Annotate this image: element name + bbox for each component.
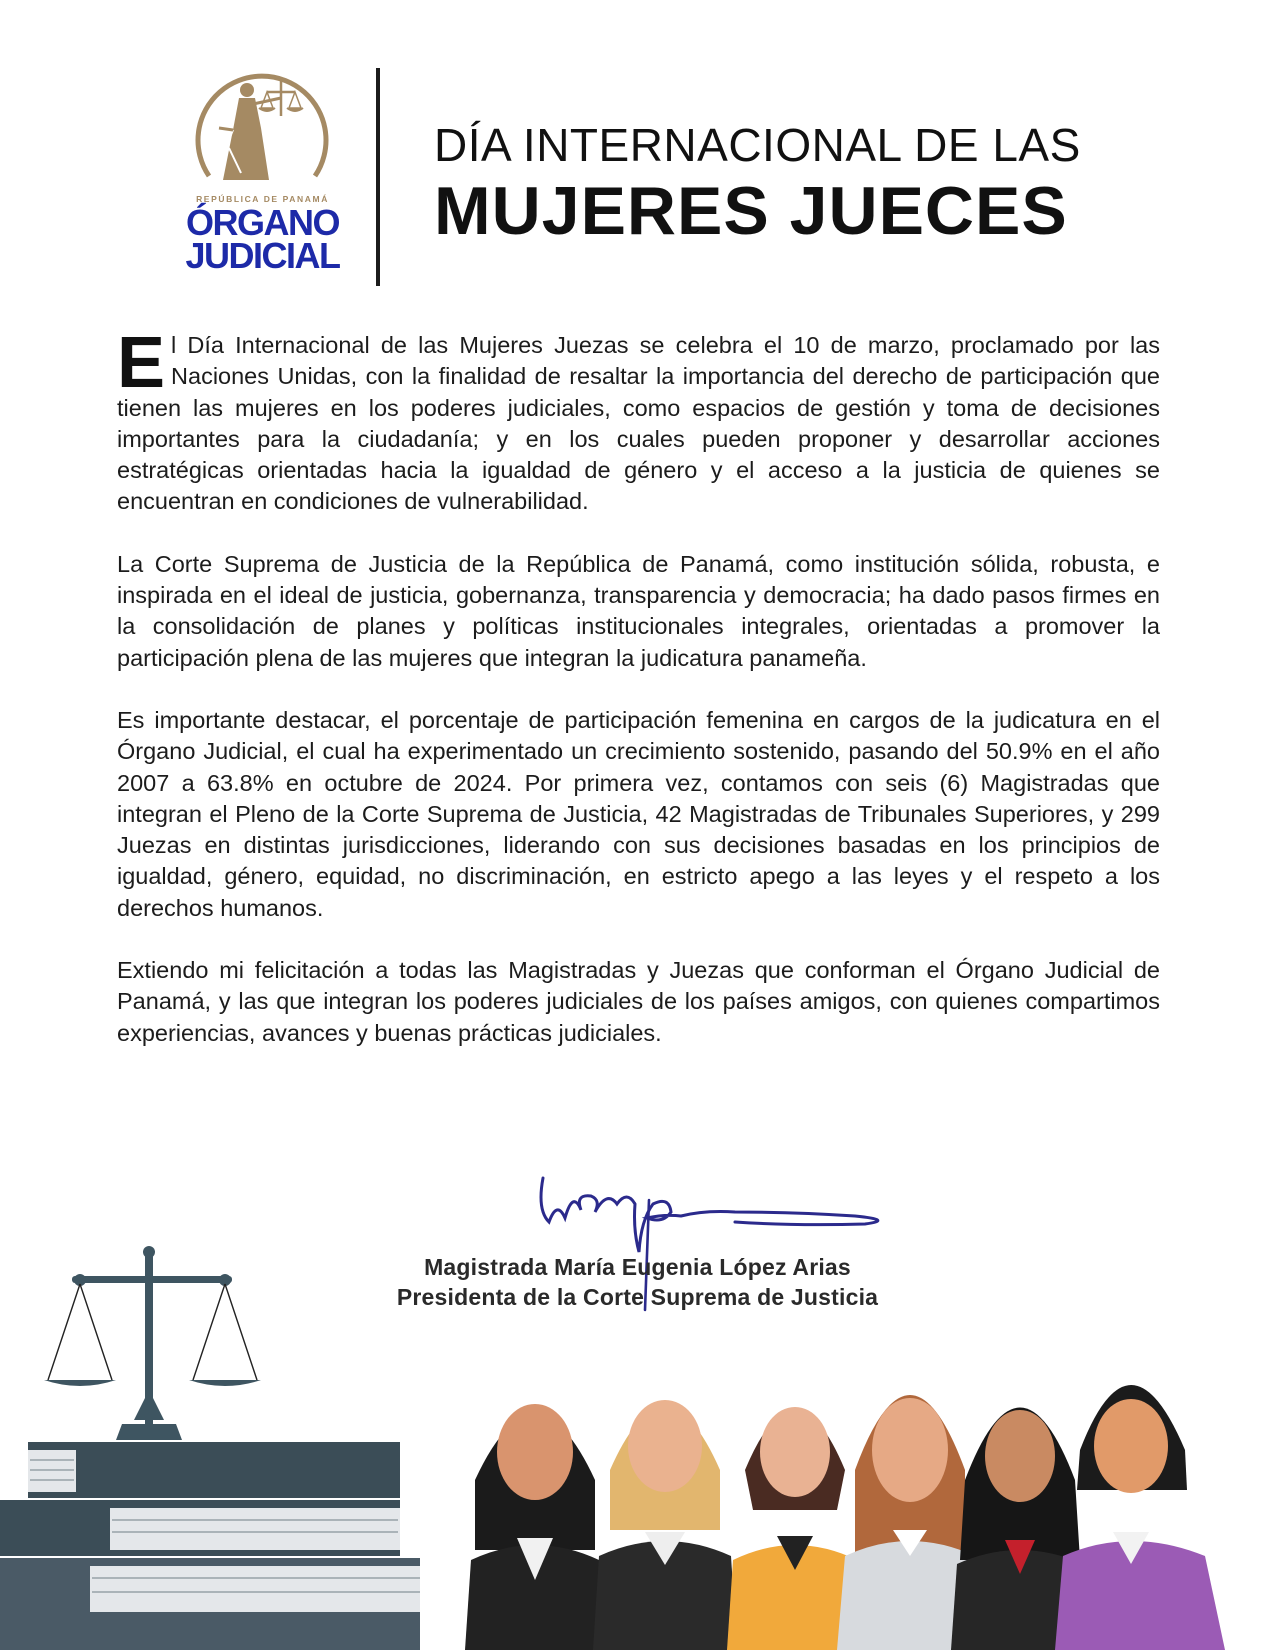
women-judges-group-icon [465,1360,1275,1650]
drop-cap: E [117,323,166,403]
judge-figure-6 [1055,1385,1225,1650]
page-header [0,0,1275,300]
header-divider [376,68,380,286]
paragraph-1-text: l Día Internacional de las Mujeres Juezas se celebra el 10 de marzo, proclamado por las Naciones Unidas, con la finalidad de resaltar la importancia del derecho de participación que tienen las mujeres en los poderes judiciales, como espacios de gestión y toma de decisiones importantes para la ciudadanía; y en los cuales pueden proponer y desarrollar acciones estratégicas orientadas hacia la igualdad de género y el acceso a la justicia de quienes se encuentran en condiciones de vulnerabilidad. [117,332,1160,515]
signer-role: Presidenta de la Corte Suprema de Justicia [396,1284,879,1310]
letter-body [117,323,1160,1080]
signer-name: Magistrada María Eugenia López Arias [424,1254,851,1280]
lady-justice-icon [189,68,335,193]
logo-country-line: REPÚBLICA DE PANAMÁ [196,194,329,204]
paragraph-3: Es importante destacar, el porcentaje de participación femenina en cargos de la judicatura en el Órgano Judicial, el cual ha experimentado un crecimiento sostenido, pasando del 50.9% en el año 2007 a 63.8% en octubre de 2024. Por primera vez, contamos con seis (6) Magistradas que integran el Pleno de la Corte Suprema de Justicia, 42 Magistradas de Tribunales Superiores, y 299 Juezas en distintas jurisdicciones, liderando con sus decisiones basadas en los principios de igualdad, género, equidad, no discriminación, en estricto apego a las leyes y el respeto a los derechos humanos. [117,706,1160,921]
paragraph-2: La Corte Suprema de Justicia de la República de Panamá, como institución sólida, robusta, e inspirada en el ideal de justicia, gobernanza, transparencia y democracia; ha dado pasos firmes en la consolidación de planes y políticas institucionales integrales, orientadas a promover la participación plena de las mujeres que integran la judicatura panameña. [117,550,1160,671]
title-line-2: MUJERES JUECES [434,173,1068,249]
organo-judicial-logo [185,68,340,276]
judge-figure-2 [593,1400,737,1650]
paragraph-4: Extiendo mi felicitación a todas las Magistradas y Juezas que conforman el Órgano Judicial de Panamá, y las que integran los poderes judiciales de los países amigos, con quienes compartimos experiencias, avances y buenas prácticas judiciales. [117,957,1160,1046]
logo-word-judicial: JUDICIAL [185,235,340,276]
logo-word-organo: ÓRGANO [186,202,339,243]
title-line-1: DÍA INTERNACIONAL DE LAS [434,119,1081,171]
judge-figure-1 [465,1404,605,1650]
scales-and-books-icon [0,1240,420,1650]
paragraph-1 [117,323,1160,518]
